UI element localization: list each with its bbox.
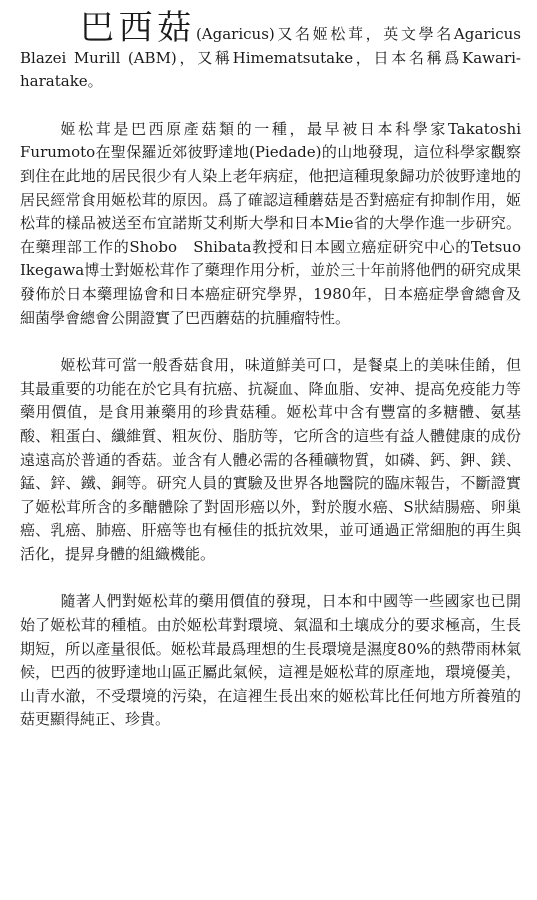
intro-paragraph <box>20 10 521 94</box>
intro-text: (Agaricus)又名姬松茸，英文學名Agaricus Blazei Murill (ABM)，又稱Himematsutake，日本名稱爲Kawari-haratake。 <box>20 25 522 91</box>
paragraph-discovery: 姬松茸是巴西原產菇類的一種，最早被日本科學家Takatoshi Furumoto在聖保羅近郊彼野達地(Piedade)的山地發現，這位科學家觀察到住在此地的居民很少有人染上老年病症，他把這種現象歸功於彼野達地的居民經常食用姬松茸的原因。爲了確認這種蘑菇是否對癌症有抑制作用，姬松茸的樣品被送至布宜諾斯艾利斯大學和日本Mie省的大學作進一步研究。在藥理部工作的Shobo Shibata教授和日本國立癌症研究中心的Tetsuo Ikegawa博士對姬松茸作了藥理作用分析，並於三十年前將他們的研究成果發佈於日本藥理協會和日本癌症研究學界，1980年，日本癌症學會總會及細菌學會總會公開證實了巴西蘑菇的抗腫瘤特性。 <box>20 119 537 327</box>
paragraph-cultivation: 隨著人們對姬松茸的藥用價值的發現，日本和中國等一些國家也已開始了姬松茸的種植。由於姬松茸對環境、氣溫和土壤成分的要求極高，生長期短，所以產量很低。姬松茸最爲理想的生長環境是濕度80%的熱帶雨林氣候，巴西的彼野達地山區正屬此氣候，這裡是姬松茸的原產地，環境優美，山青水澈，不受環境的污染，在這裡生長出來的姬松茸比任何地方所養殖的菇更顯得純正、珍貴。 <box>20 592 521 729</box>
document-title: 巴西菇 <box>80 8 196 48</box>
paragraph-benefits: 姬松茸可當一般香菇食用，味道鮮美可口，是餐桌上的美味佳餚，但其最重要的功能在於它具有抗癌、抗凝血、降血脂、安神、提高免疫能力等藥用價值，是食用兼藥用的珍貴菇種。姬松茸中含有豐富的多糖體、氨基酸、粗蛋白、纖維質、粗灰份、脂肪等，它所含的這些有益人體健康的成份遠遠高於普通的香菇。並含有人體必需的各種礦物質，如磷、鈣、鉀、鎂、錳、鋅、鐵、銅等。研究人員的實驗及世界各地醫院的臨床報告，不斷證實了姬松茸所含的多醣體除了對固形癌以外，對於腹水癌、S狀結腸癌、卵巢癌、乳癌、肺癌、肝癌等也有極佳的抵抗效果，並可通過正常細胞的再生與活化，提昇身體的組織機能。 <box>20 356 521 563</box>
